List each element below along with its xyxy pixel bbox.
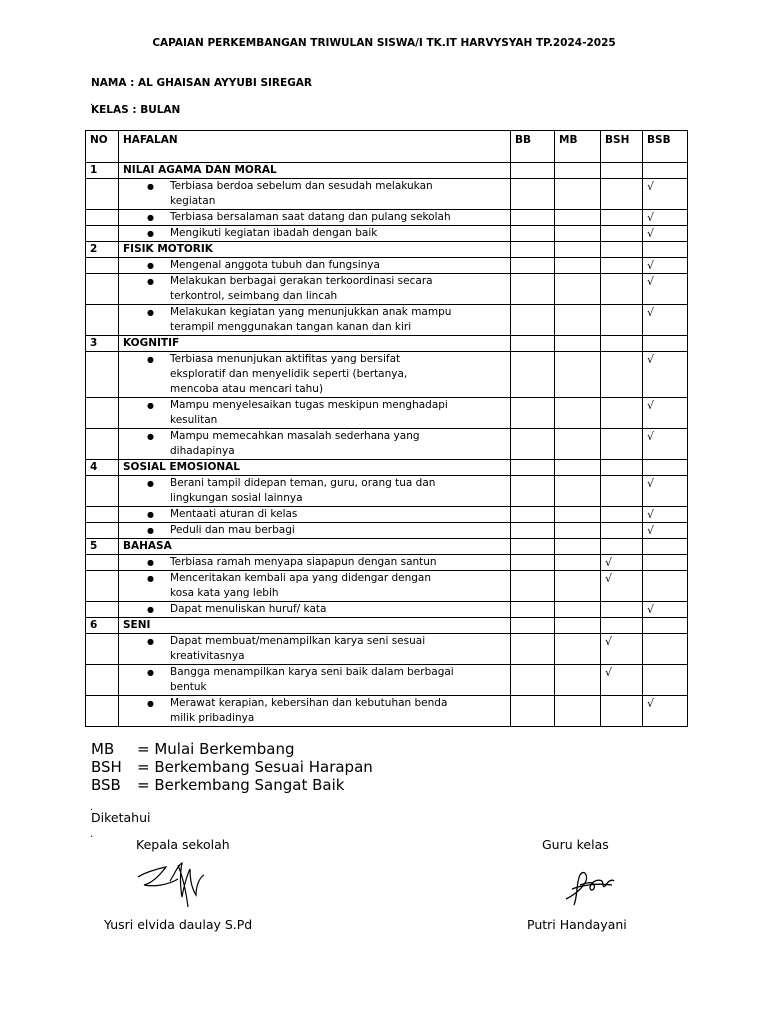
empty-cell (601, 352, 643, 398)
table-row (86, 258, 688, 274)
bullet-icon: ● (147, 355, 154, 364)
empty-cell (86, 179, 119, 210)
empty-cell (555, 665, 601, 696)
empty-cell (601, 696, 643, 727)
empty-cell (511, 602, 555, 618)
empty-cell (555, 634, 601, 665)
report-title: CAPAIAN PERKEMBANGAN TRIWULAN SISWA/I TK.IT HARVYSYAH TP.2024-2025 (152, 37, 616, 49)
check-mark-bsb: √ (643, 258, 688, 274)
header-bsb: BSB (643, 131, 688, 163)
indicator-text: Terbiasa ramah menyapa siapapun dengan santun (170, 556, 437, 568)
indicator-text: kreativitasnya (170, 650, 245, 662)
empty-cell (511, 634, 555, 665)
section-title: NILAI AGAMA DAN MORAL (119, 163, 511, 179)
empty-cell (511, 539, 555, 555)
indicator-text: kegiatan (170, 195, 216, 207)
bullet-icon: ● (147, 637, 154, 646)
empty-cell (86, 602, 119, 618)
check-mark-bsb: √ (643, 352, 688, 398)
indicator-text: Melakukan berbagai gerakan terkoordinasi secara (170, 275, 433, 287)
empty-cell (86, 258, 119, 274)
check-mark-bsb: √ (643, 210, 688, 226)
table-row (86, 179, 688, 210)
empty-cell (601, 305, 643, 336)
bullet-icon: ● (147, 668, 154, 677)
section-number: 2 (86, 242, 119, 258)
table-row (86, 476, 688, 507)
table-row (86, 226, 688, 242)
bullet-icon: ● (147, 261, 154, 270)
empty-cell (555, 696, 601, 727)
teacher-role: Guru kelas (542, 837, 609, 852)
indicator-cell (119, 179, 511, 210)
empty-cell (555, 429, 601, 460)
header-hafalan: HAFALAN (119, 131, 511, 163)
indicator-text: Menceritakan kembali apa yang didengar dengan (170, 572, 432, 584)
student-class: KELAS : BULAN (91, 104, 181, 116)
empty-cell (555, 352, 601, 398)
empty-cell (555, 179, 601, 210)
section-row (86, 618, 688, 634)
indicator-text: Merawat kerapian, kebersihan dan kebutuhan benda (170, 697, 448, 709)
empty-cell (511, 398, 555, 429)
empty-cell (555, 242, 601, 258)
empty-cell (86, 274, 119, 305)
check-mark-bsh: √ (601, 665, 643, 696)
section-number: 4 (86, 460, 119, 476)
section-title: KOGNITIF (119, 336, 511, 352)
indicator-text: Mampu menyelesaikan tugas meskipun menghadapi (170, 399, 448, 411)
indicator-text: terkontrol, seimbang dan lincah (170, 290, 338, 302)
indicator-text: Melakukan kegiatan yang menunjukkan anak mampu (170, 306, 452, 318)
indicator-cell (119, 210, 511, 226)
empty-cell (511, 163, 555, 179)
indicator-text: kosa kata yang lebih (170, 587, 279, 599)
diketahui-label: Diketahui (91, 810, 151, 825)
empty-cell (511, 507, 555, 523)
indicator-text: Peduli dan mau berbagi (170, 524, 295, 536)
empty-cell (86, 226, 119, 242)
bullet-icon: ● (147, 308, 154, 317)
header-no: NO (86, 131, 119, 163)
table-row (86, 555, 688, 571)
empty-cell (511, 258, 555, 274)
bullet-icon: ● (147, 510, 154, 519)
section-row (86, 163, 688, 179)
empty-cell (601, 163, 643, 179)
bullet-icon: ● (147, 229, 154, 238)
check-mark-bsb: √ (643, 226, 688, 242)
empty-cell (601, 179, 643, 210)
check-mark-bsh: √ (601, 634, 643, 665)
empty-cell (643, 163, 688, 179)
principal-role: Kepala sekolah (136, 837, 230, 852)
principal-name: Yusri elvida daulay S.Pd (104, 917, 253, 932)
empty-cell (601, 476, 643, 507)
empty-cell (86, 571, 119, 602)
check-mark-bsh: √ (601, 571, 643, 602)
empty-cell (555, 226, 601, 242)
empty-cell (511, 665, 555, 696)
bullet-icon: ● (147, 699, 154, 708)
indicator-cell (119, 696, 511, 727)
bullet-icon: ● (147, 213, 154, 222)
legend-item: BSB = Berkembang Sangat Baik (91, 776, 345, 794)
empty-cell (555, 476, 601, 507)
empty-cell (555, 398, 601, 429)
empty-cell (86, 429, 119, 460)
empty-cell (601, 210, 643, 226)
indicator-cell (119, 305, 511, 336)
section-row (86, 460, 688, 476)
empty-cell (511, 242, 555, 258)
indicator-text: Mampu memecahkan masalah sederhana yang (170, 430, 420, 442)
indicator-text: Terbiasa berdoa sebelum dan sesudah melakukan (170, 180, 433, 192)
teacher-name: Putri Handayani (527, 917, 627, 932)
empty-cell (555, 460, 601, 476)
indicator-cell (119, 602, 511, 618)
bullet-icon: ● (147, 558, 154, 567)
table-row (86, 665, 688, 696)
table-header-row (86, 131, 688, 163)
table-row (86, 523, 688, 539)
indicator-text: milik pribadinya (170, 712, 255, 724)
indicator-cell (119, 398, 511, 429)
indicator-text: terampil menggunakan tangan kanan dan kiri (170, 321, 412, 333)
empty-cell (86, 210, 119, 226)
principal-signature (130, 855, 220, 915)
header-mb: MB (555, 131, 601, 163)
section-title: SENI (119, 618, 511, 634)
empty-cell (511, 571, 555, 602)
empty-cell (511, 274, 555, 305)
check-mark-bsb: √ (643, 696, 688, 727)
check-mark-bsb: √ (643, 523, 688, 539)
teacher-signature (560, 855, 620, 915)
empty-cell (601, 242, 643, 258)
indicator-text: eksploratif dan menyelidik seperti (bertanya, (170, 368, 408, 380)
empty-cell (601, 336, 643, 352)
table-row (86, 507, 688, 523)
empty-cell (643, 460, 688, 476)
empty-cell (511, 305, 555, 336)
check-mark-bsb: √ (643, 398, 688, 429)
indicator-text: Dapat membuat/menampilkan karya seni sesuai (170, 635, 426, 647)
empty-cell (643, 571, 688, 602)
bullet-icon: ● (147, 479, 154, 488)
section-row (86, 539, 688, 555)
empty-cell (555, 305, 601, 336)
table-row (86, 634, 688, 665)
table-row (86, 429, 688, 460)
stray-dot: . (90, 97, 94, 108)
section-row (86, 242, 688, 258)
empty-cell (555, 618, 601, 634)
indicator-text: mencoba atau mencari tahu) (170, 383, 324, 395)
student-name: NAMA : AL GHAISAN AYYUBI SIREGAR (91, 77, 313, 89)
section-title: BAHASA (119, 539, 511, 555)
indicator-cell (119, 571, 511, 602)
indicator-cell (119, 258, 511, 274)
check-mark-bsb: √ (643, 305, 688, 336)
bullet-icon: ● (147, 277, 154, 286)
table-row (86, 210, 688, 226)
check-mark-bsh: √ (601, 555, 643, 571)
check-mark-bsb: √ (643, 507, 688, 523)
indicator-cell (119, 523, 511, 539)
empty-cell (511, 476, 555, 507)
empty-cell (555, 602, 601, 618)
empty-cell (643, 634, 688, 665)
indicator-text: lingkungan sosial lainnya (170, 492, 303, 504)
empty-cell (86, 555, 119, 571)
header-bb: BB (511, 131, 555, 163)
table-row (86, 602, 688, 618)
bullet-icon: ● (147, 401, 154, 410)
section-title: FISIK MOTORIK (119, 242, 511, 258)
table-row (86, 274, 688, 305)
empty-cell (555, 507, 601, 523)
empty-cell (643, 242, 688, 258)
empty-cell (643, 336, 688, 352)
empty-cell (511, 179, 555, 210)
indicator-cell (119, 226, 511, 242)
empty-cell (601, 618, 643, 634)
empty-cell (555, 274, 601, 305)
empty-cell (86, 305, 119, 336)
section-number: 5 (86, 539, 119, 555)
empty-cell (511, 352, 555, 398)
empty-cell (555, 555, 601, 571)
empty-cell (86, 398, 119, 429)
empty-cell (601, 460, 643, 476)
table-row (86, 571, 688, 602)
empty-cell (643, 539, 688, 555)
section-row (86, 336, 688, 352)
indicator-text: Mengenal anggota tubuh dan fungsinya (170, 259, 380, 271)
indicator-cell (119, 429, 511, 460)
indicator-text: Bangga menampilkan karya seni baik dalam berbagai (170, 666, 454, 678)
section-number: 3 (86, 336, 119, 352)
empty-cell (601, 429, 643, 460)
stray-dot: . (90, 802, 94, 813)
empty-cell (86, 634, 119, 665)
empty-cell (511, 555, 555, 571)
empty-cell (86, 696, 119, 727)
indicator-cell (119, 507, 511, 523)
table-row (86, 305, 688, 336)
table-row (86, 696, 688, 727)
empty-cell (555, 539, 601, 555)
legend-item: MB = Mulai Berkembang (91, 740, 295, 758)
indicator-text: dihadapinya (170, 445, 235, 457)
empty-cell (601, 226, 643, 242)
empty-cell (643, 618, 688, 634)
empty-cell (86, 352, 119, 398)
empty-cell (511, 210, 555, 226)
legend (91, 740, 373, 794)
empty-cell (511, 460, 555, 476)
empty-cell (86, 523, 119, 539)
progress-table (85, 130, 688, 727)
indicator-text: Mentaati aturan di kelas (170, 508, 298, 520)
empty-cell (601, 507, 643, 523)
indicator-text: Berani tampil didepan teman, guru, orang tua dan (170, 477, 436, 489)
section-number: 1 (86, 163, 119, 179)
section-number: 6 (86, 618, 119, 634)
empty-cell (555, 571, 601, 602)
indicator-cell (119, 476, 511, 507)
indicator-cell (119, 274, 511, 305)
empty-cell (86, 476, 119, 507)
empty-cell (511, 429, 555, 460)
stray-dot: . (90, 829, 94, 840)
empty-cell (601, 258, 643, 274)
empty-cell (643, 665, 688, 696)
indicator-cell (119, 634, 511, 665)
section-title: SOSIAL EMOSIONAL (119, 460, 511, 476)
indicator-cell (119, 665, 511, 696)
check-mark-bsb: √ (643, 179, 688, 210)
empty-cell (601, 523, 643, 539)
empty-cell (643, 555, 688, 571)
indicator-cell (119, 352, 511, 398)
empty-cell (601, 274, 643, 305)
empty-cell (511, 523, 555, 539)
header-bsh: BSH (601, 131, 643, 163)
indicator-text: bentuk (170, 681, 207, 693)
empty-cell (555, 523, 601, 539)
empty-cell (86, 507, 119, 523)
indicator-text: Terbiasa menunjukan aktifitas yang bersifat (170, 353, 401, 365)
check-mark-bsb: √ (643, 476, 688, 507)
empty-cell (555, 258, 601, 274)
indicator-text: Terbiasa bersalaman saat datang dan pulang sekolah (170, 211, 451, 223)
bullet-icon: ● (147, 432, 154, 441)
empty-cell (555, 210, 601, 226)
indicator-text: Mengikuti kegiatan ibadah dengan baik (170, 227, 378, 239)
check-mark-bsb: √ (643, 429, 688, 460)
bullet-icon: ● (147, 526, 154, 535)
bullet-icon: ● (147, 182, 154, 191)
empty-cell (511, 226, 555, 242)
empty-cell (601, 602, 643, 618)
empty-cell (601, 539, 643, 555)
empty-cell (555, 336, 601, 352)
empty-cell (86, 665, 119, 696)
empty-cell (601, 398, 643, 429)
indicator-cell (119, 555, 511, 571)
table-row (86, 352, 688, 398)
bullet-icon: ● (147, 574, 154, 583)
bullet-icon: ● (147, 605, 154, 614)
indicator-text: Dapat menuliskan huruf/ kata (170, 603, 327, 615)
empty-cell (555, 163, 601, 179)
table-row (86, 398, 688, 429)
check-mark-bsb: √ (643, 274, 688, 305)
empty-cell (511, 696, 555, 727)
legend-item: BSH = Berkembang Sesuai Harapan (91, 758, 373, 776)
indicator-text: kesulitan (170, 414, 218, 426)
check-mark-bsb: √ (643, 602, 688, 618)
empty-cell (511, 618, 555, 634)
empty-cell (511, 336, 555, 352)
